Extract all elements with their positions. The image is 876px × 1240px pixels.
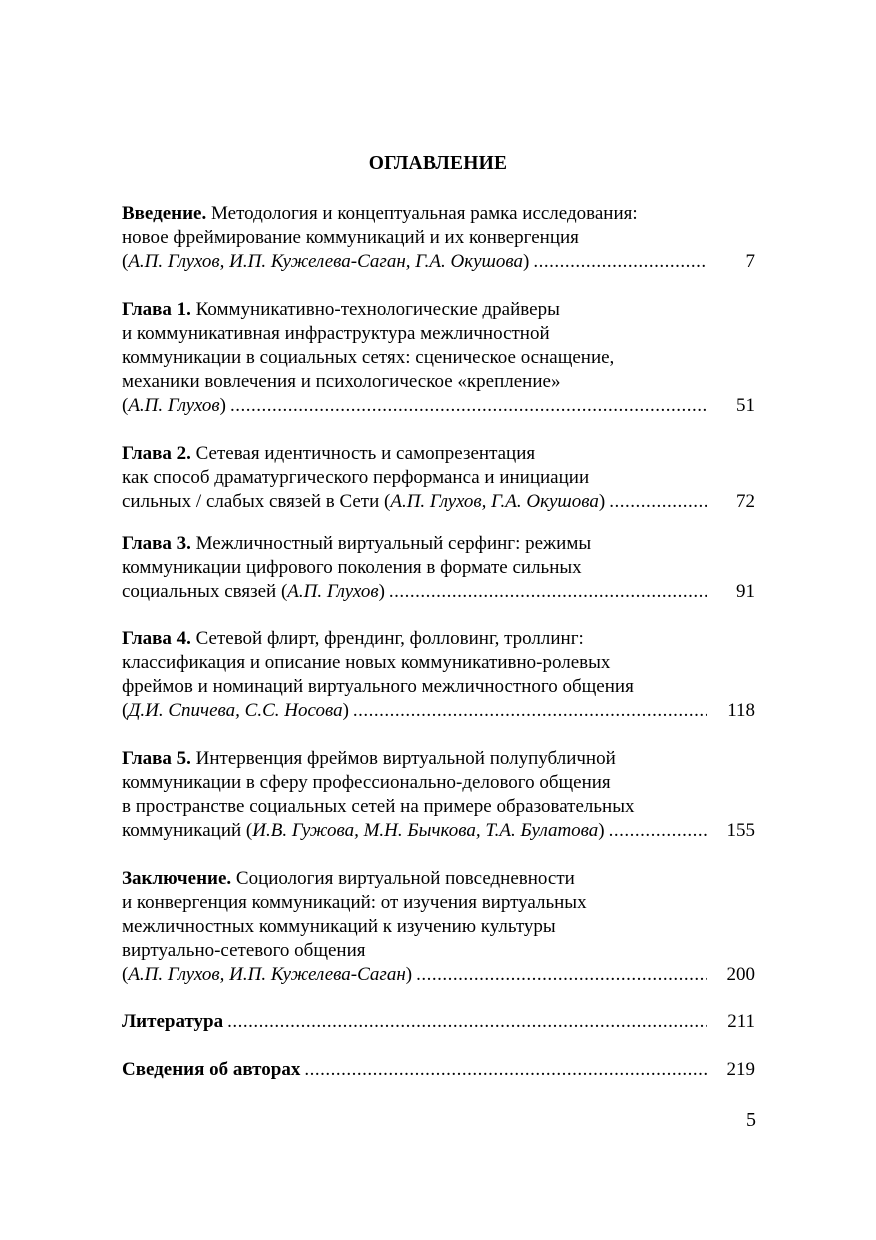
toc-prefix: сильных / слабых связей в Сети ( (122, 491, 391, 512)
toc-text: виртуально-сетевого общения (122, 940, 366, 961)
toc-prefix: ( (122, 251, 129, 272)
toc-line (122, 939, 755, 963)
toc-text: классификация и описание новых коммуникативно-ролевых (122, 652, 611, 673)
toc-suffix: ) (405, 964, 413, 985)
toc-text: новое фреймирование коммуникаций и их конвергенция (122, 227, 579, 248)
toc-text: Интервенция фреймов виртуальной полупубличной (195, 748, 616, 769)
toc-authors: А.П. Глухов (287, 581, 379, 602)
toc-lead: Глава 3. (122, 533, 191, 554)
dot-leader (385, 580, 707, 604)
toc-authors: А.П. Глухов, И.П. Кужелева-Саган, Г.А. Окушова (128, 251, 523, 272)
toc-line (122, 532, 755, 556)
toc-suffix: ) (219, 395, 226, 416)
toc-line (122, 675, 755, 699)
toc-line (122, 298, 755, 322)
toc-prefix: коммуникаций ( (122, 820, 253, 841)
toc-text: межличностных коммуникаций к изучению культуры (122, 916, 556, 937)
toc-text: Социология виртуальной повседневности (235, 868, 575, 889)
toc-text: и конвергенция коммуникаций: от изучения виртуальных (122, 892, 587, 913)
toc-authors: Д.И. Спичева, С.С. Носова (128, 700, 343, 721)
dot-leader (349, 699, 707, 723)
toc-last-line (122, 1010, 755, 1034)
toc-entry-chapter-1[interactable] (122, 298, 755, 418)
toc-entry-chapter-3[interactable] (122, 532, 755, 604)
toc-lead: Глава 4. (122, 628, 191, 649)
toc-text: коммуникации в социальных сетях: сценическое оснащение, (122, 347, 615, 368)
toc-page-number: 91 (736, 581, 755, 602)
toc-last-line (122, 819, 755, 843)
toc-lead: Литература (122, 1011, 224, 1032)
toc-suffix: ) (378, 581, 385, 602)
toc-text: Сетевая идентичность и самопрезентация (195, 443, 536, 464)
toc-lead: Глава 5. (122, 748, 191, 769)
dot-leader (605, 490, 707, 514)
toc-text (122, 699, 349, 723)
toc-text: Методология и концептуальная рамка исследования: (211, 203, 638, 224)
toc-text (122, 394, 226, 418)
toc-entry-chapter-4[interactable] (122, 627, 755, 723)
toc-text: коммуникации в сферу профессионально-делового общения (122, 772, 611, 793)
toc-line (122, 556, 755, 580)
toc-text: коммуникации цифрового поколения в формате сильных (122, 557, 582, 578)
toc-lead: Глава 1. (122, 299, 191, 320)
dot-leader (223, 1010, 707, 1034)
toc-lead: Заключение. (122, 868, 232, 889)
dot-leader (412, 963, 707, 987)
toc-text: механики вовлечения и психологическое «крепление» (122, 371, 561, 392)
toc-prefix: ( (122, 964, 129, 985)
toc-entry-about-authors[interactable] (122, 1058, 755, 1082)
toc-text: Сетевой флирт, френдинг, фолловинг, троллинг: (195, 628, 584, 649)
toc-page-number: 211 (727, 1011, 755, 1032)
toc-line (122, 370, 755, 394)
toc-page-number: 118 (727, 700, 755, 721)
toc-entry-bibliography[interactable] (122, 1010, 755, 1034)
toc-text: как способ драматургического перформанса и инициации (122, 467, 590, 488)
toc-last-line (122, 394, 755, 418)
page-number-folio: 5 (746, 1109, 756, 1131)
toc-suffix: ) (598, 820, 605, 841)
toc-text (122, 580, 385, 604)
toc-lead: Глава 2. (122, 443, 191, 464)
toc-last-line (122, 250, 755, 274)
dot-leader (529, 250, 707, 274)
toc-line (122, 651, 755, 675)
toc-text (122, 250, 529, 274)
toc-authors: И.В. Гужова, М.Н. Бычкова, Т.А. Булатова (252, 820, 599, 841)
toc-text: в пространстве социальных сетей на примере образовательных (122, 796, 635, 817)
toc-line (122, 891, 755, 915)
toc-prefix: ( (122, 395, 129, 416)
toc-text (122, 490, 605, 514)
toc-entry-chapter-5[interactable] (122, 747, 755, 843)
toc-authors: А.П. Глухов, И.П. Кужелева-Саган (128, 964, 406, 985)
toc-suffix: ) (598, 491, 606, 512)
toc-text: и коммуникативная инфраструктура межличностной (122, 323, 550, 344)
page-title: ОГЛАВЛЕНИЕ (368, 153, 508, 174)
toc-last-line (122, 490, 755, 514)
toc-text: Межличностный виртуальный серфинг: режимы (195, 533, 592, 554)
toc-line (122, 202, 755, 226)
toc-line (122, 747, 755, 771)
toc-page-number: 72 (736, 491, 755, 512)
dot-leader (605, 819, 707, 843)
toc-line (122, 627, 755, 651)
dot-leader (300, 1058, 707, 1082)
toc-last-line (122, 580, 755, 604)
toc-last-line (122, 699, 755, 723)
toc-line (122, 915, 755, 939)
toc-line (122, 226, 755, 250)
toc-text: фреймов и номинаций виртуального межличностного общения (122, 676, 634, 697)
toc-line (122, 867, 755, 891)
dot-leader (226, 394, 707, 418)
toc-entry-chapter-2[interactable] (122, 442, 755, 514)
toc-suffix: ) (342, 700, 349, 721)
toc-page-number: 51 (736, 395, 755, 416)
toc-lead: Сведения об авторах (122, 1059, 301, 1080)
toc-last-line (122, 963, 755, 987)
toc-last-line (122, 1058, 755, 1082)
toc-line (122, 346, 755, 370)
toc-page-number: 155 (726, 820, 755, 841)
toc-entry-introduction[interactable] (122, 202, 755, 274)
toc-prefix: социальных связей ( (122, 581, 288, 602)
toc-line (122, 466, 755, 490)
toc-page-number: 200 (726, 964, 755, 985)
toc-page-number: 219 (726, 1059, 755, 1080)
toc-text (122, 819, 605, 843)
toc-text (122, 963, 412, 987)
toc-line (122, 322, 755, 346)
toc-line (122, 442, 755, 466)
toc-entry-conclusion[interactable] (122, 867, 755, 987)
toc-text: Коммуникативно-технологические драйверы (195, 299, 560, 320)
toc-authors: А.П. Глухов, Г.А. Окушова (390, 491, 599, 512)
toc-authors: А.П. Глухов (128, 395, 220, 416)
toc-lead: Введение. (122, 203, 207, 224)
toc-line (122, 771, 755, 795)
toc-line (122, 795, 755, 819)
toc-page-number: 7 (745, 251, 755, 272)
toc-prefix: ( (122, 700, 129, 721)
toc-suffix: ) (522, 251, 530, 272)
